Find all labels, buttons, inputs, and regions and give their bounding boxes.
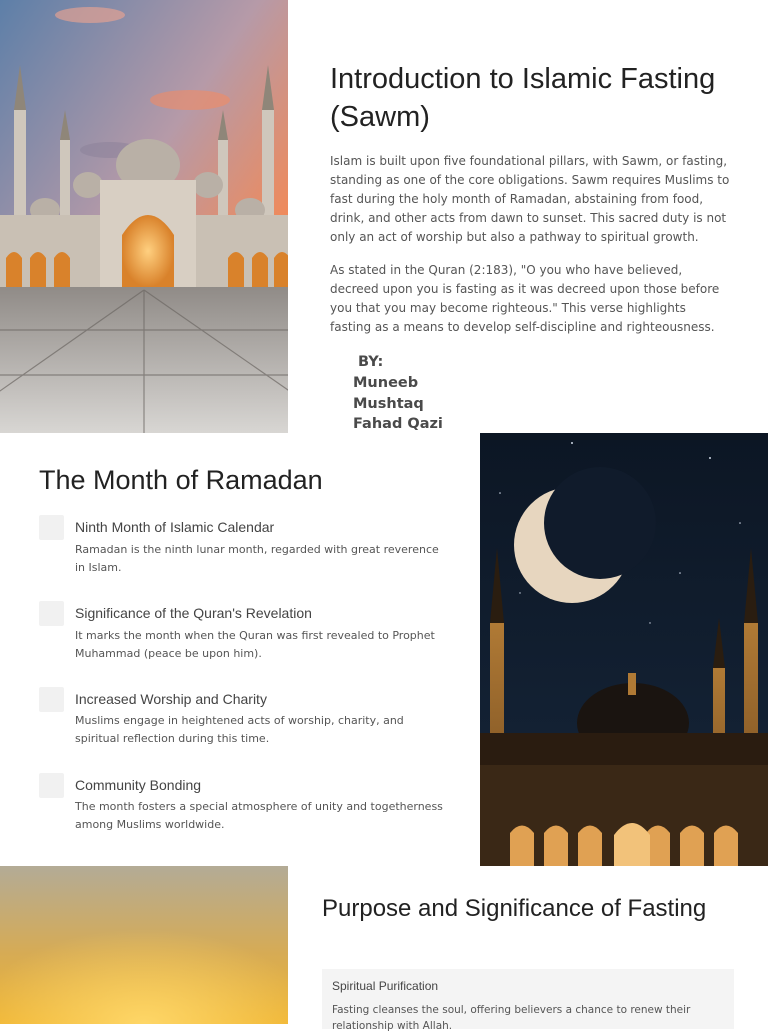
item-description: The month fosters a special atmosphere of unity and togetherness among Muslims worldwide. [75, 800, 443, 831]
item-description: It marks the month when the Quran was first revealed to Prophet Muhammad (peace be upon him). [75, 629, 435, 660]
bullet-box [39, 515, 64, 540]
card-description: Fasting cleanses the soul, offering believers a chance to renew their relationship with Allah. [332, 1004, 691, 1032]
mosque-crescent-moon-image [480, 433, 768, 866]
quran-quote-paragraph: As stated in the Quran (2:183), "O you who have believed, decreed upon you is fasting as it was decreed upon those before you that you may become righteous." This verse highlights fasting as a means to develop self-discipline and righteousness. [330, 263, 720, 334]
item-title: Significance of the Quran's Revelation [75, 605, 312, 621]
card-title: Spiritual Purification [332, 979, 439, 993]
author-name: Fahad Qazi [353, 416, 443, 432]
bullet-box [39, 773, 64, 798]
section-title-purpose: Purpose and Significance of Fasting [322, 895, 707, 922]
item-description: Muslims engage in heightened acts of worship, charity, and spiritual reflection during this time. [75, 714, 404, 745]
mosque-sunset-image [0, 0, 288, 433]
by-label: BY: [358, 354, 384, 370]
bullet-box [39, 601, 64, 626]
intro-paragraph: Islam is built upon five foundational pillars, with Sawm, or fasting, standing as one of the core obligations. Sawm requires Muslims to fast during the holy month of Ramadan, abstaining from food, drink, and other acts from dawn to sunset. This sacred duty is not only an act of worship but also a pathway to spiritual growth. [330, 154, 730, 244]
item-title: Increased Worship and Charity [75, 691, 267, 707]
sunrise-image [0, 866, 288, 1024]
author-name: Mushtaq [353, 396, 424, 412]
page-title: Introduction to Islamic Fasting (Sawm) [330, 63, 716, 133]
item-title: Community Bonding [75, 777, 202, 793]
bullet-box [39, 687, 64, 712]
item-description: Ramadan is the ninth lunar month, regarded with great reverence in Islam. [75, 543, 439, 574]
author-name: Muneeb [353, 375, 419, 391]
item-title: Ninth Month of Islamic Calendar [75, 519, 275, 535]
section-title-ramadan: The Month of Ramadan [39, 465, 323, 495]
info-card [322, 969, 734, 1032]
